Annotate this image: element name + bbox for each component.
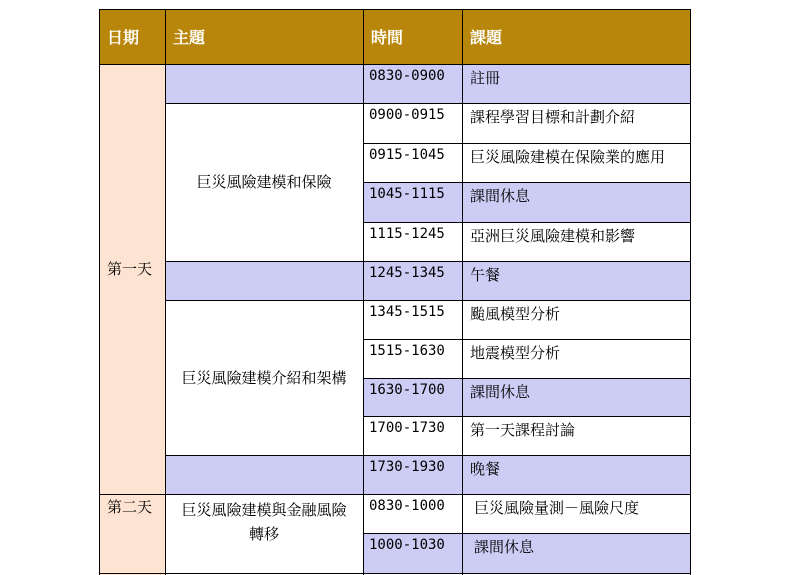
grid-line bbox=[363, 300, 691, 301]
session-topic: 亞洲巨災風險建模和影響 bbox=[462, 222, 691, 261]
header-time: 時間 bbox=[363, 9, 462, 64]
grid-line bbox=[99, 494, 691, 495]
session-time: 1730-1930 bbox=[363, 455, 462, 494]
grid-line bbox=[363, 103, 691, 104]
theme-blank-registration bbox=[165, 64, 363, 103]
day1-cell bbox=[99, 64, 165, 494]
session-topic: 課間休息 bbox=[462, 182, 691, 222]
session-topic: 颱風模型分析 bbox=[462, 300, 691, 339]
session-time: 1630-1700 bbox=[363, 378, 462, 416]
grid-line bbox=[363, 533, 691, 534]
grid-line bbox=[363, 9, 364, 575]
session-time: 1700-1730 bbox=[363, 416, 462, 455]
session-topic: 課間休息 bbox=[462, 378, 691, 416]
theme-blank-lunch bbox=[165, 261, 363, 300]
grid-line bbox=[99, 9, 100, 575]
session-time: 0915-1045 bbox=[363, 143, 462, 182]
theme3-text: 巨災風險建模與金融風險轉移 bbox=[181, 501, 347, 543]
theme1-text: 巨災風險建模和保險 bbox=[196, 173, 332, 191]
session-topic: 課程學習目標和計劃介紹 bbox=[462, 103, 691, 143]
grid-line bbox=[363, 455, 691, 456]
session-time: 0830-0900 bbox=[363, 64, 462, 103]
grid-line bbox=[363, 143, 691, 144]
grid-line bbox=[690, 9, 691, 575]
day1-label: 第一天 bbox=[107, 260, 153, 278]
grid-line bbox=[165, 455, 363, 456]
session-topic: 課間休息 bbox=[462, 533, 691, 573]
grid-line bbox=[363, 182, 691, 183]
session-topic: 第一天課程討論 bbox=[462, 416, 691, 455]
session-topic: 地震模型分析 bbox=[462, 339, 691, 378]
theme-block-2 bbox=[165, 300, 363, 455]
grid-line bbox=[99, 9, 691, 10]
day2-label: 第二天 bbox=[107, 498, 153, 516]
schedule-table bbox=[99, 9, 691, 575]
session-time: 0830-1000 bbox=[363, 494, 462, 533]
grid-line bbox=[363, 378, 691, 379]
grid-line bbox=[363, 261, 691, 262]
session-time: 1045-1115 bbox=[363, 182, 462, 222]
header-theme: 主題 bbox=[165, 9, 363, 64]
session-topic: 午餐 bbox=[462, 261, 691, 300]
grid-line bbox=[165, 103, 363, 104]
grid-line bbox=[363, 222, 691, 223]
header-date: 日期 bbox=[99, 9, 165, 64]
session-time: 1345-1515 bbox=[363, 300, 462, 339]
theme2-text: 巨災風險建模介紹和架構 bbox=[181, 368, 347, 387]
grid-line bbox=[363, 339, 691, 340]
grid-line bbox=[165, 9, 166, 575]
session-time: 1115-1245 bbox=[363, 222, 462, 261]
session-time: 1515-1630 bbox=[363, 339, 462, 378]
session-topic: 巨災風險建模在保險業的應用 bbox=[462, 143, 691, 182]
session-time: 1000-1030 bbox=[363, 533, 462, 573]
grid-line bbox=[363, 416, 691, 417]
grid-line bbox=[165, 261, 363, 262]
grid-line bbox=[462, 9, 463, 575]
header-topic: 課題 bbox=[462, 9, 691, 64]
session-time: 0900-0915 bbox=[363, 103, 462, 143]
session-topic: 巨災風險量測－風險尺度 bbox=[462, 494, 691, 533]
session-time: 1245-1345 bbox=[363, 261, 462, 300]
grid-line bbox=[99, 573, 691, 574]
theme-block-3 bbox=[165, 494, 363, 575]
session-topic: 晚餐 bbox=[462, 455, 691, 494]
grid-line bbox=[99, 64, 691, 65]
theme-blank-dinner bbox=[165, 455, 363, 494]
session-topic: 註冊 bbox=[462, 64, 691, 103]
theme-block-1 bbox=[165, 103, 363, 261]
grid-line bbox=[165, 300, 363, 301]
day2-cell bbox=[99, 494, 165, 575]
